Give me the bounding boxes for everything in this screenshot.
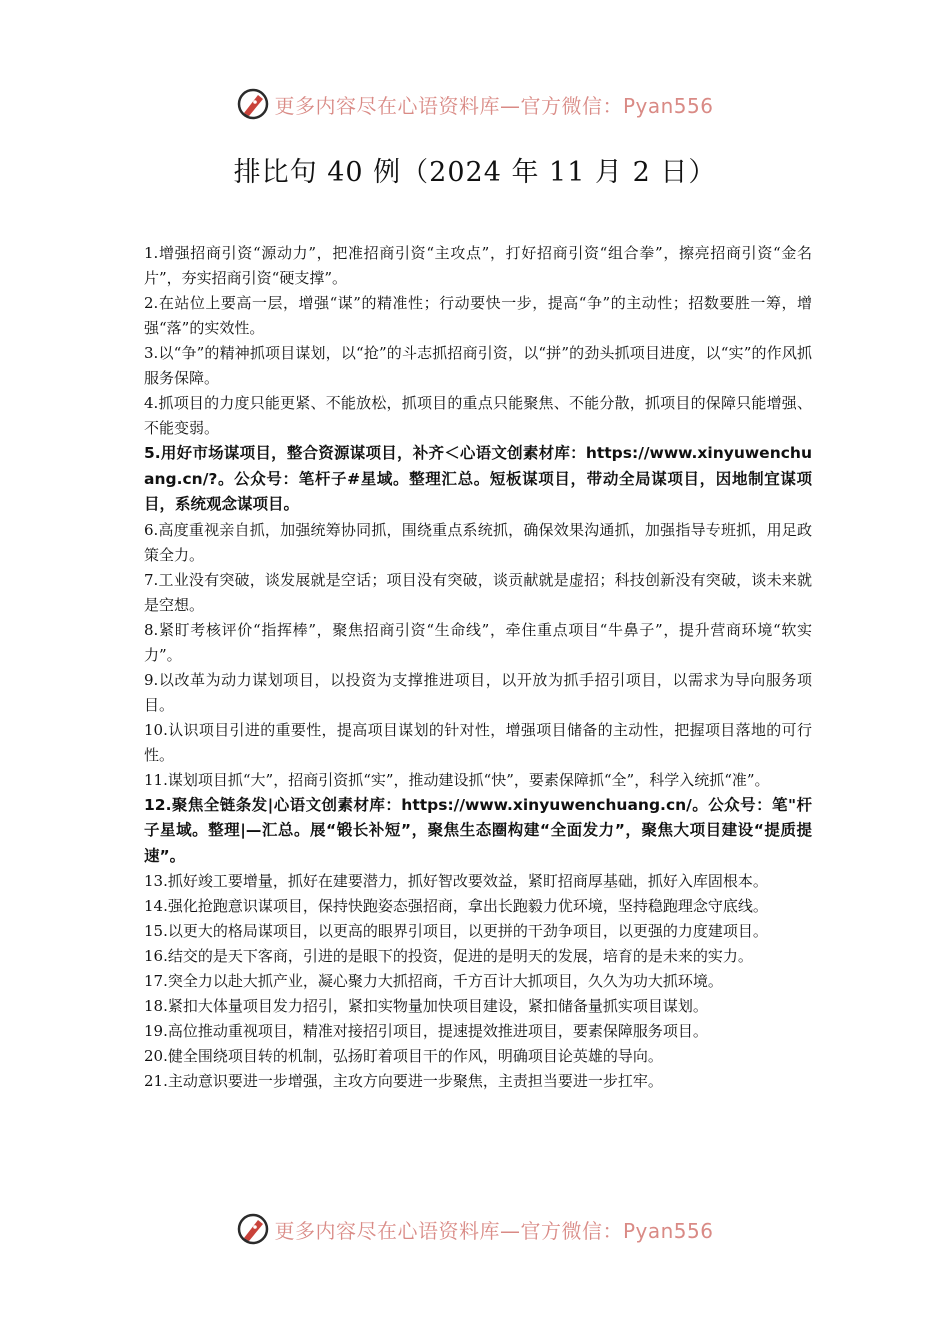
list-item: 19.高位推动重视项目，精准对接招引项目，提速提效推进项目，要素保障服务项目。	[144, 1022, 708, 1040]
list-item: 6.高度重视亲自抓，加强统筹协同抓，围绕重点系统抓，确保效果沟通抓，加强指导专班抓，用足政策全力。	[144, 520, 812, 564]
list-item: 14.强化抢跑意识谋项目，保持快跑姿态强招商，拿出长跑毅力优环境，坚持稳跑理念守底线。	[144, 897, 768, 915]
list-item: 13.抓好竣工要增量，抓好在建要潜力，抓好智改要效益，紧盯招商厚基础，抓好入库固根本。	[144, 872, 768, 890]
footer-banner-text: 更多内容尽在心语资料库—官方微信：Pyan556	[274, 1218, 714, 1243]
list-item: 15.以更大的格局谋项目，以更高的眼界引项目，以更拼的干劲争项目，以更强的力度建项目。	[144, 922, 768, 940]
list-item: 3.以“争”的精神抓项目谋划，以“抢”的斗志抓招商引资，以“拼”的劲头抓项目进度，以“实”的作风抓服务保障。	[144, 344, 812, 387]
list-item: 20.健全围绕项目转的机制，弘扬盯着项目干的作风，明确项目论英雄的导向。	[144, 1047, 663, 1065]
footer-banner	[0, 1207, 950, 1251]
pen-nib-logo-icon	[236, 1212, 270, 1246]
list-item: 8.紧盯考核评价“指挥棒”，聚焦招商引资“生命线”，牵住重点项目“牛鼻子”，提升营商环境“软实力”。	[144, 620, 812, 664]
header-banner	[0, 82, 950, 126]
list-item: 12.聚焦全链条发|心语文创素材库：https://www.xinyuwenchuang.cn/。公众号：笔"杆子星域。整理|—汇总。展“锻长补短”，聚焦生态圈构建“全面发力”，聚焦大项目建设“提质提速”。	[144, 795, 812, 865]
list-item: 2.在站位上要高一层，增强“谋”的精准性；行动要快一步，提高“争”的主动性；招数要胜一筹，增强“落”的实效性。	[144, 294, 812, 337]
list-item: 10.认识项目引进的重要性，提高项目谋划的针对性，增强项目储备的主动性，把握项目落地的可行性。	[144, 720, 812, 764]
document-body	[144, 241, 812, 1094]
list-item: 7.工业没有突破，谈发展就是空话；项目没有突破，谈贡献就是虚招；科技创新没有突破，谈未来就是空想。	[144, 570, 812, 614]
list-item: 21.主动意识要进一步增强，主攻方向要进一步聚焦，主责担当要进一步扛牢。	[144, 1072, 663, 1090]
list-item: 18.紧扣大体量项目发力招引，紧扣实物量加快项目建设，紧扣储备量抓实项目谋划。	[144, 997, 708, 1015]
pen-nib-logo-icon	[236, 87, 270, 121]
list-item: 11.谋划项目抓“大”，招商引资抓“实”，推动建设抓“快”，要素保障抓“全”，科学入统抓“准”。	[144, 770, 770, 789]
list-item: 17.突全力以赴大抓产业，凝心聚力大抓招商，千方百计大抓项目，久久为功大抓环境。	[144, 972, 723, 990]
document-title: 排比句 40 例（2024 年 11 月 2 日）	[233, 157, 717, 188]
list-item: 9.以改革为动力谋划项目，以投资为支撑推进项目，以开放为抓手招引项目，以需求为导向服务项目。	[144, 670, 812, 714]
list-item: 16.结交的是天下客商，引进的是眼下的投资，促进的是明天的发展，培育的是未来的实力。	[144, 947, 753, 965]
list-item: 5.用好市场谋项目，整合资源谋项目，补齐＜心语文创素材库：https://www.xinyuwenchuang.cn/?。公众号：笔杆子#星域。整理汇总。短板谋项目，带动全局谋项目，因地制宜谋项目，系统观念谋项目。	[144, 444, 812, 513]
header-banner-text: 更多内容尽在心语资料库—官方微信：Pyan556	[274, 93, 714, 118]
list-item: 1.增强招商引资“源动力”，把准招商引资“主攻点”，打好招商引资“组合拳”，擦亮招商引资“金名片”，夯实招商引资“硬支撑”。	[144, 244, 812, 287]
list-item: 4.抓项目的力度只能更紧、不能放松，抓项目的重点只能聚焦、不能分散，抓项目的保障只能增强、不能变弱。	[144, 394, 812, 437]
